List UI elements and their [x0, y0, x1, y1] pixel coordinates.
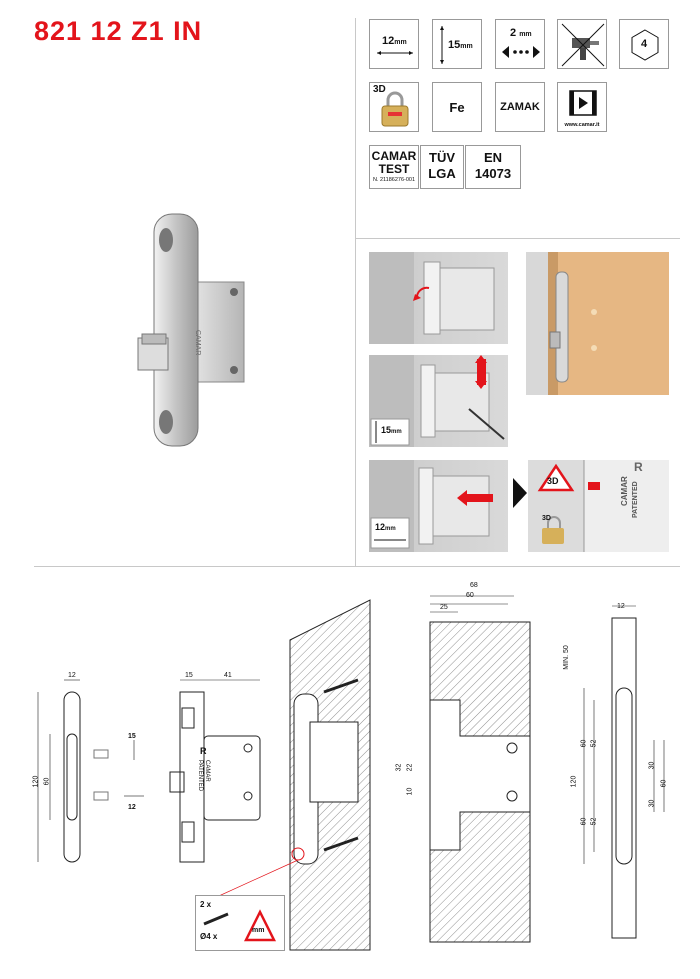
front-h-total: 120	[32, 775, 40, 788]
tuv-lga-cert	[420, 145, 464, 189]
drawing-section	[400, 588, 530, 948]
zoom-3d-label: 3D	[547, 476, 559, 486]
screw-qty: 2 x	[200, 900, 212, 909]
step3-dim: 12	[375, 522, 386, 532]
plate-d52a: 52	[590, 739, 598, 748]
adjustment-arrows	[88, 730, 148, 810]
front-w: 12	[68, 672, 76, 679]
section-divider	[34, 566, 680, 567]
tuv-line1: TÜV	[429, 150, 455, 165]
step3-unit: mm	[385, 526, 396, 532]
3d-padlock-icon	[369, 82, 419, 132]
hex-size: 4	[640, 38, 648, 50]
material-zamak-icon: ZAMAK	[495, 82, 545, 132]
section-d10: 10	[406, 787, 414, 796]
side-brand: CAMAR	[204, 760, 210, 782]
drawing-door-panel	[280, 600, 380, 960]
plate-d30a: 30	[648, 761, 656, 770]
front-h-inner: 60	[43, 777, 51, 786]
screw-callout	[195, 895, 285, 951]
side-patented: PATENTED	[197, 760, 203, 792]
thickness-15-value: 15	[448, 39, 461, 51]
install-step-2	[369, 355, 508, 447]
no-drill-icon	[557, 19, 607, 69]
install-zoom	[528, 460, 669, 552]
plate-d60a: 60	[580, 739, 588, 748]
mm-unit: mm	[519, 31, 532, 38]
zoom-3d-label-2: 3D	[542, 515, 551, 522]
section-d60: 60	[466, 592, 474, 599]
section-d32: 32	[395, 763, 403, 772]
plate-d52b: 52	[590, 817, 598, 826]
camar-test-cert	[369, 145, 419, 189]
section-d68: 68	[470, 582, 478, 589]
install-step-3	[369, 460, 508, 552]
en-line1: EN	[483, 150, 503, 165]
product-code: 821 12 Z1 IN	[34, 16, 203, 46]
thickness-12-value: 12	[382, 35, 395, 47]
camar-cert-line1: CAMAR	[371, 149, 417, 163]
plate-min50: MIN. 50	[562, 645, 570, 670]
zoom-patented: PATENTED	[632, 481, 639, 518]
step2-dim: 15	[381, 425, 392, 435]
step2-unit: mm	[391, 429, 402, 435]
adjust-v: 15	[128, 733, 136, 740]
hex-key-icon	[619, 19, 669, 69]
camar-cert-number: N. 21186276-001	[372, 177, 416, 183]
row-divider	[355, 238, 680, 239]
column-divider	[355, 18, 356, 566]
side-letter: R	[200, 746, 207, 756]
drawing-side-view	[160, 672, 270, 872]
adjust-h: 12	[128, 804, 136, 811]
install-step-1	[369, 252, 508, 344]
tuv-line2: LGA	[428, 166, 456, 181]
plate-d120: 120	[570, 775, 578, 788]
play-value: 2	[510, 27, 517, 39]
play-2mm-icon	[495, 19, 545, 69]
side-w15: 15	[185, 672, 193, 679]
side-w41: 41	[224, 672, 232, 679]
section-d22: 22	[406, 763, 414, 772]
mm-unit: mm	[394, 39, 407, 46]
product-render	[118, 210, 338, 470]
video-icon[interactable]	[557, 82, 607, 132]
zoom-brand: CAMAR	[620, 476, 629, 506]
screw-unit: mm	[252, 927, 265, 934]
zoom-arrow-icon	[513, 478, 527, 508]
plate-d30b: 30	[648, 799, 656, 808]
svg-text:CAMAR: CAMAR	[194, 330, 201, 356]
plate-d60b: 60	[580, 817, 588, 826]
en-14073-cert	[465, 145, 521, 189]
plate-w12: 12	[617, 603, 625, 610]
mm-unit: mm	[460, 43, 473, 50]
3d-label: 3D	[373, 84, 386, 95]
zoom-letter: R	[634, 460, 643, 474]
video-url: www.camar.it	[564, 122, 600, 128]
plate-d60c: 60	[660, 779, 668, 788]
section-d25: 25	[440, 604, 448, 611]
material-fe-icon: Fe	[432, 82, 482, 132]
en-line2: 14073	[474, 166, 512, 181]
thickness-15-icon	[432, 19, 482, 69]
screw-dia: Ø4 x	[200, 932, 218, 941]
camar-cert-line2: TEST	[378, 162, 410, 176]
install-photo-door	[526, 252, 669, 395]
drawing-strike-plate	[556, 588, 686, 948]
thickness-12-icon	[369, 19, 419, 69]
